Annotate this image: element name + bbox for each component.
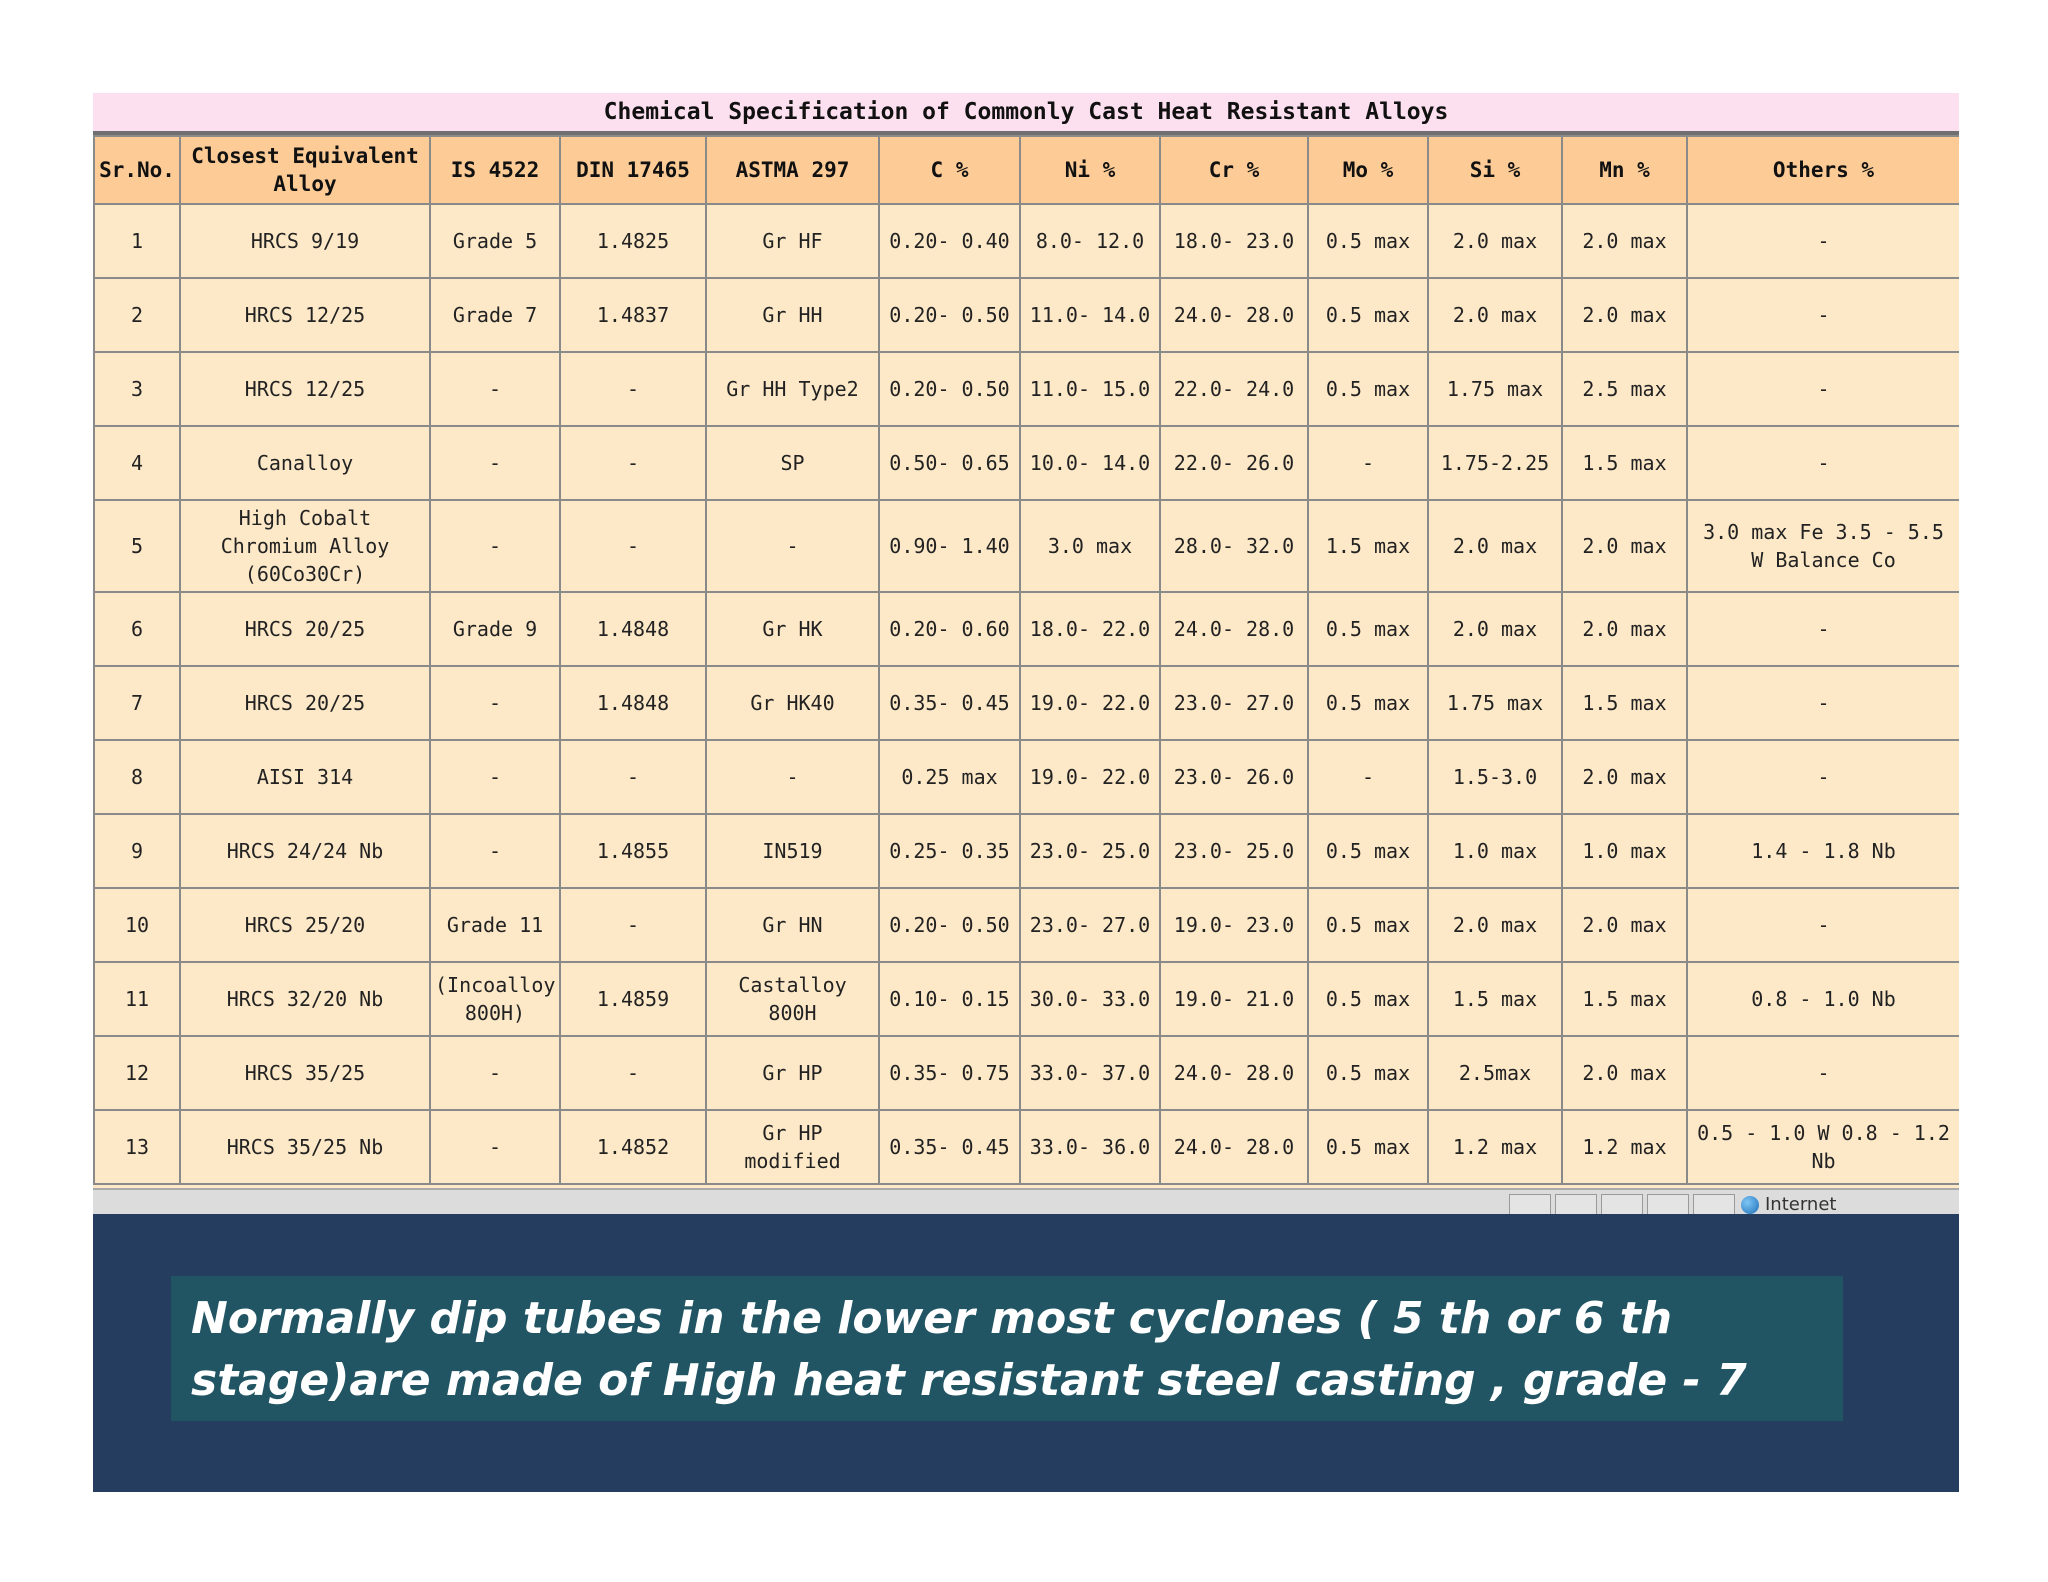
table-cell: -	[1308, 740, 1428, 814]
table-cell: -	[560, 888, 706, 962]
table-cell: -	[706, 740, 879, 814]
table-cell: Gr HH	[706, 278, 879, 352]
table-cell: -	[560, 426, 706, 500]
table-cell: 0.5 max	[1308, 592, 1428, 666]
table-cell: Gr HK40	[706, 666, 879, 740]
table-cell: 2.0 max	[1428, 278, 1562, 352]
table-cell: 0.25 max	[879, 740, 1020, 814]
table-cell: -	[1687, 1036, 1959, 1110]
table-cell: -	[430, 814, 560, 888]
table-cell: Castalloy 800H	[706, 962, 879, 1036]
table-cell: 2.0 max	[1428, 888, 1562, 962]
table-cell: Gr HP modified	[706, 1110, 879, 1184]
table-cell: HRCS 35/25	[180, 1036, 430, 1110]
table-cell: 0.5 max	[1308, 814, 1428, 888]
table-cell: -	[560, 1036, 706, 1110]
table-cell: Gr HF	[706, 204, 879, 278]
table-cell: 23.0- 26.0	[1160, 740, 1308, 814]
table-cell: -	[1687, 352, 1959, 426]
table-cell: 0.50- 0.65	[879, 426, 1020, 500]
table-cell: 0.35- 0.45	[879, 666, 1020, 740]
caption-panel	[93, 1214, 1959, 1492]
table-row	[94, 888, 1959, 962]
table-cell: 7	[94, 666, 180, 740]
table-cell: HRCS 20/25	[180, 666, 430, 740]
table-cell: 19.0- 22.0	[1020, 666, 1160, 740]
table-cell: HRCS 12/25	[180, 352, 430, 426]
table-cell: 1.75 max	[1428, 352, 1562, 426]
table-cell: 9	[94, 814, 180, 888]
table-cell: 24.0- 28.0	[1160, 592, 1308, 666]
table-cell: 2.0 max	[1562, 592, 1687, 666]
table-cell: -	[560, 352, 706, 426]
table-cell: 8	[94, 740, 180, 814]
header-cell: Closest Equivalent Alloy	[180, 136, 430, 204]
table-cell: 1.5 max	[1562, 962, 1687, 1036]
table-cell: 3.0 max Fe 3.5 - 5.5 W Balance Co	[1687, 500, 1959, 592]
table-cell: 11	[94, 962, 180, 1036]
callout-text: Normally dip tubes in the lower most cyclones ( 5 th or 6 th stage)are made of High heat resistant steel casting , grade - 7	[191, 1293, 1747, 1406]
table-cell: 19.0- 23.0	[1160, 888, 1308, 962]
table-cell: 0.5 max	[1308, 888, 1428, 962]
table-cell: 0.25- 0.35	[879, 814, 1020, 888]
table-cell: 0.20- 0.50	[879, 888, 1020, 962]
table-row	[94, 592, 1959, 666]
header-cell: DIN 17465	[560, 136, 706, 204]
table-cell: 1.2 max	[1428, 1110, 1562, 1184]
table-cell: 1.4855	[560, 814, 706, 888]
table-cell: 1	[94, 204, 180, 278]
table-cell: -	[1687, 426, 1959, 500]
table-cell: 0.5 max	[1308, 1036, 1428, 1110]
table-cell: 2.0 max	[1562, 278, 1687, 352]
table-cell: 24.0- 28.0	[1160, 1036, 1308, 1110]
zone-label: Internet	[1765, 1194, 1837, 1214]
table-cell: 4	[94, 426, 180, 500]
table-cell: 19.0- 22.0	[1020, 740, 1160, 814]
table-cell: 0.5 - 1.0 W 0.8 - 1.2 Nb	[1687, 1110, 1959, 1184]
table-cell: 0.5 max	[1308, 666, 1428, 740]
callout-box	[171, 1276, 1843, 1421]
table-cell: Grade 11	[430, 888, 560, 962]
table-cell: -	[430, 666, 560, 740]
table-cell: 0.20- 0.50	[879, 352, 1020, 426]
table-cell: 0.10- 0.15	[879, 962, 1020, 1036]
table-cell: 1.4859	[560, 962, 706, 1036]
table-cell: 23.0- 25.0	[1160, 814, 1308, 888]
table-cell: Gr HK	[706, 592, 879, 666]
table-cell: Grade 5	[430, 204, 560, 278]
table-cell: 33.0- 36.0	[1020, 1110, 1160, 1184]
browser-status-bar	[93, 1188, 1959, 1214]
table-cell: High Cobalt Chromium Alloy (60Co30Cr)	[180, 500, 430, 592]
table-cell: 0.8 - 1.0 Nb	[1687, 962, 1959, 1036]
table-cell: HRCS 9/19	[180, 204, 430, 278]
table-cell: -	[1687, 888, 1959, 962]
table-cell: 2.0 max	[1562, 500, 1687, 592]
table-cell: Grade 7	[430, 278, 560, 352]
header-cell: Cr %	[1160, 136, 1308, 204]
table-cell: -	[430, 1036, 560, 1110]
header-cell: ASTMA 297	[706, 136, 879, 204]
table-cell: 0.5 max	[1308, 1110, 1428, 1184]
table-cell: 6	[94, 592, 180, 666]
table-cell: 2.5max	[1428, 1036, 1562, 1110]
table-cell: 1.5 max	[1562, 426, 1687, 500]
table-cell: 1.5 max	[1308, 500, 1428, 592]
table-cell: HRCS 12/25	[180, 278, 430, 352]
table-cell: 28.0- 32.0	[1160, 500, 1308, 592]
table-cell: 3.0 max	[1020, 500, 1160, 592]
table-cell: 11.0- 14.0	[1020, 278, 1160, 352]
table-cell: 0.20- 0.50	[879, 278, 1020, 352]
table-cell: Grade 9	[430, 592, 560, 666]
table-cell: 2.0 max	[1562, 888, 1687, 962]
table-cell: -	[1687, 592, 1959, 666]
table-row	[94, 1036, 1959, 1110]
globe-icon	[1741, 1196, 1759, 1214]
header-cell: C %	[879, 136, 1020, 204]
table-cell: 18.0- 22.0	[1020, 592, 1160, 666]
table-cell: 0.20- 0.60	[879, 592, 1020, 666]
table-title: Chemical Specification of Commonly Cast Heat Resistant Alloys	[93, 93, 1959, 135]
table-cell: 0.5 max	[1308, 962, 1428, 1036]
table-cell: 22.0- 26.0	[1160, 426, 1308, 500]
table-cell: -	[430, 1110, 560, 1184]
table-cell: -	[1687, 278, 1959, 352]
table-body	[94, 204, 1959, 1184]
table-cell: 1.4837	[560, 278, 706, 352]
table-cell: 1.2 max	[1562, 1110, 1687, 1184]
header-cell: Ni %	[1020, 136, 1160, 204]
table-row	[94, 204, 1959, 278]
table-cell: 0.90- 1.40	[879, 500, 1020, 592]
table-cell: 2.5 max	[1562, 352, 1687, 426]
table-cell: 0.35- 0.75	[879, 1036, 1020, 1110]
table-cell: IN519	[706, 814, 879, 888]
table-cell: 1.4825	[560, 204, 706, 278]
table-cell: 2.0 max	[1562, 204, 1687, 278]
table-cell: 24.0- 28.0	[1160, 1110, 1308, 1184]
table-row	[94, 500, 1959, 592]
table-cell: 10	[94, 888, 180, 962]
table-cell: Gr HH Type2	[706, 352, 879, 426]
table-cell: 1.4 - 1.8 Nb	[1687, 814, 1959, 888]
alloy-spec-table	[93, 135, 1959, 1185]
table-row	[94, 962, 1959, 1036]
table-cell: -	[1308, 426, 1428, 500]
table-cell: -	[706, 500, 879, 592]
table-cell: SP	[706, 426, 879, 500]
table-cell: 19.0- 21.0	[1160, 962, 1308, 1036]
table-cell: 8.0- 12.0	[1020, 204, 1160, 278]
table-row	[94, 352, 1959, 426]
table-cell: 0.35- 0.45	[879, 1110, 1020, 1184]
table-cell: -	[430, 352, 560, 426]
table-row	[94, 814, 1959, 888]
table-cell: 1.75-2.25	[1428, 426, 1562, 500]
status-bar-pane	[1693, 1194, 1735, 1214]
table-cell: Gr HN	[706, 888, 879, 962]
table-cell: AISI 314	[180, 740, 430, 814]
header-cell: Others %	[1687, 136, 1959, 204]
table-row	[94, 740, 1959, 814]
table-row	[94, 666, 1959, 740]
table-cell: 1.4852	[560, 1110, 706, 1184]
table-cell: HRCS 24/24 Nb	[180, 814, 430, 888]
table-cell: 0.5 max	[1308, 352, 1428, 426]
table-cell: 3	[94, 352, 180, 426]
table-cell: -	[1687, 204, 1959, 278]
header-cell: IS 4522	[430, 136, 560, 204]
table-cell: -	[1687, 666, 1959, 740]
table-header-row	[94, 136, 1959, 204]
table-cell: HRCS 25/20	[180, 888, 430, 962]
table-cell: 18.0- 23.0	[1160, 204, 1308, 278]
table-cell: 2.0 max	[1428, 500, 1562, 592]
status-bar-pane	[1509, 1194, 1551, 1214]
table-cell: 1.5-3.0	[1428, 740, 1562, 814]
table-cell: Canalloy	[180, 426, 430, 500]
table-cell: 1.0 max	[1428, 814, 1562, 888]
table-cell: 0.5 max	[1308, 278, 1428, 352]
table-cell: 1.75 max	[1428, 666, 1562, 740]
table-cell: 23.0- 27.0	[1020, 888, 1160, 962]
header-cell: Sr.No.	[94, 136, 180, 204]
table-cell: 2	[94, 278, 180, 352]
table-cell: HRCS 20/25	[180, 592, 430, 666]
table-row	[94, 1110, 1959, 1184]
table-cell: 1.5 max	[1562, 666, 1687, 740]
table-cell: 1.0 max	[1562, 814, 1687, 888]
header-cell: Si %	[1428, 136, 1562, 204]
table-cell: 2.0 max	[1428, 204, 1562, 278]
security-zone	[1741, 1194, 1959, 1214]
table-cell: -	[430, 740, 560, 814]
status-bar-pane	[1647, 1194, 1689, 1214]
table-cell: HRCS 32/20 Nb	[180, 962, 430, 1036]
table-cell: 23.0- 25.0	[1020, 814, 1160, 888]
table-row	[94, 426, 1959, 500]
header-cell: Mo %	[1308, 136, 1428, 204]
table-cell: 33.0- 37.0	[1020, 1036, 1160, 1110]
table-cell: 2.0 max	[1428, 592, 1562, 666]
header-cell: Mn %	[1562, 136, 1687, 204]
table-cell: 12	[94, 1036, 180, 1110]
table-cell: 2.0 max	[1562, 1036, 1687, 1110]
table-cell: 10.0- 14.0	[1020, 426, 1160, 500]
table-cell: 1.4848	[560, 592, 706, 666]
table-cell: -	[560, 740, 706, 814]
status-bar-pane	[1601, 1194, 1643, 1214]
browser-screenshot	[93, 93, 1959, 1214]
table-cell: 5	[94, 500, 180, 592]
table-cell: Gr HP	[706, 1036, 879, 1110]
status-bar-pane	[1555, 1194, 1597, 1214]
table-cell: -	[430, 500, 560, 592]
table-cell: 11.0- 15.0	[1020, 352, 1160, 426]
table-cell: 23.0- 27.0	[1160, 666, 1308, 740]
table-cell: 0.5 max	[1308, 204, 1428, 278]
table-cell: HRCS 35/25 Nb	[180, 1110, 430, 1184]
table-cell: 1.5 max	[1428, 962, 1562, 1036]
table-cell: 22.0- 24.0	[1160, 352, 1308, 426]
table-cell: 13	[94, 1110, 180, 1184]
table-cell: (Incoalloy 800H)	[430, 962, 560, 1036]
table-cell: -	[430, 426, 560, 500]
table-cell: 24.0- 28.0	[1160, 278, 1308, 352]
table-cell: 2.0 max	[1562, 740, 1687, 814]
table-cell: -	[1687, 740, 1959, 814]
table-cell: 30.0- 33.0	[1020, 962, 1160, 1036]
table-cell: 1.4848	[560, 666, 706, 740]
table-row	[94, 278, 1959, 352]
table-cell: -	[560, 500, 706, 592]
table-cell: 0.20- 0.40	[879, 204, 1020, 278]
